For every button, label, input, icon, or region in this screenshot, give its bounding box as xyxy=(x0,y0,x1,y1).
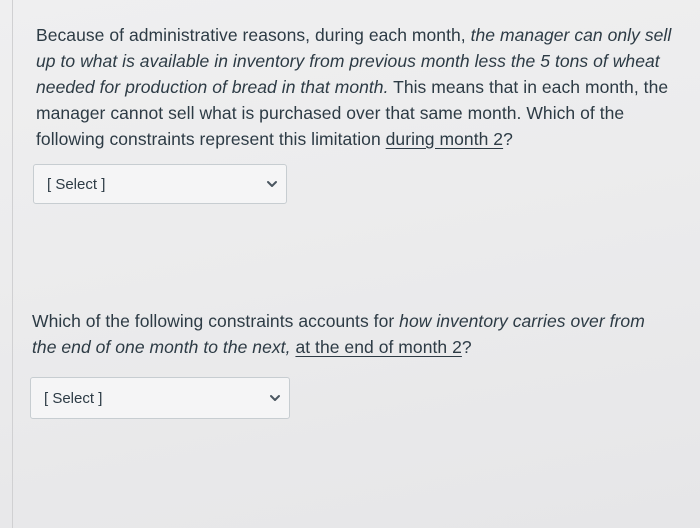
question-2-line-2: the end of one month to the next, at the end of month 2? xyxy=(32,337,472,357)
question-1-line-5: following constraints represent this limitation during month 2? xyxy=(36,129,513,149)
question-1-line-4: manager cannot sell what is purchased over that same month. Which of the xyxy=(36,103,625,123)
answer-select-2[interactable] xyxy=(30,377,290,419)
question-1-text xyxy=(36,22,686,152)
select-2-value: [ Select ] xyxy=(44,390,103,407)
question-2-line-1: Which of the following constraints accounts for how inventory carries over from xyxy=(32,311,645,331)
answer-select-1[interactable] xyxy=(33,164,287,204)
content-border xyxy=(12,0,13,528)
question-1-line-3: needed for production of bread in that month. This means that in each month, the xyxy=(36,77,669,97)
question-1-line-2: up to what is available in inventory from previous month less the 5 tons of wheat xyxy=(36,51,660,71)
underlined-month-2: during month 2 xyxy=(385,129,504,149)
question-2-text xyxy=(32,308,692,360)
underlined-end-of-month-2: at the end of month 2 xyxy=(295,337,462,357)
chevron-down-icon xyxy=(266,179,278,189)
question-1-line-1: Because of administrative reasons, during each month, the manager can only sell xyxy=(36,25,672,45)
chevron-down-icon xyxy=(269,393,281,403)
select-1-value: [ Select ] xyxy=(47,176,106,193)
